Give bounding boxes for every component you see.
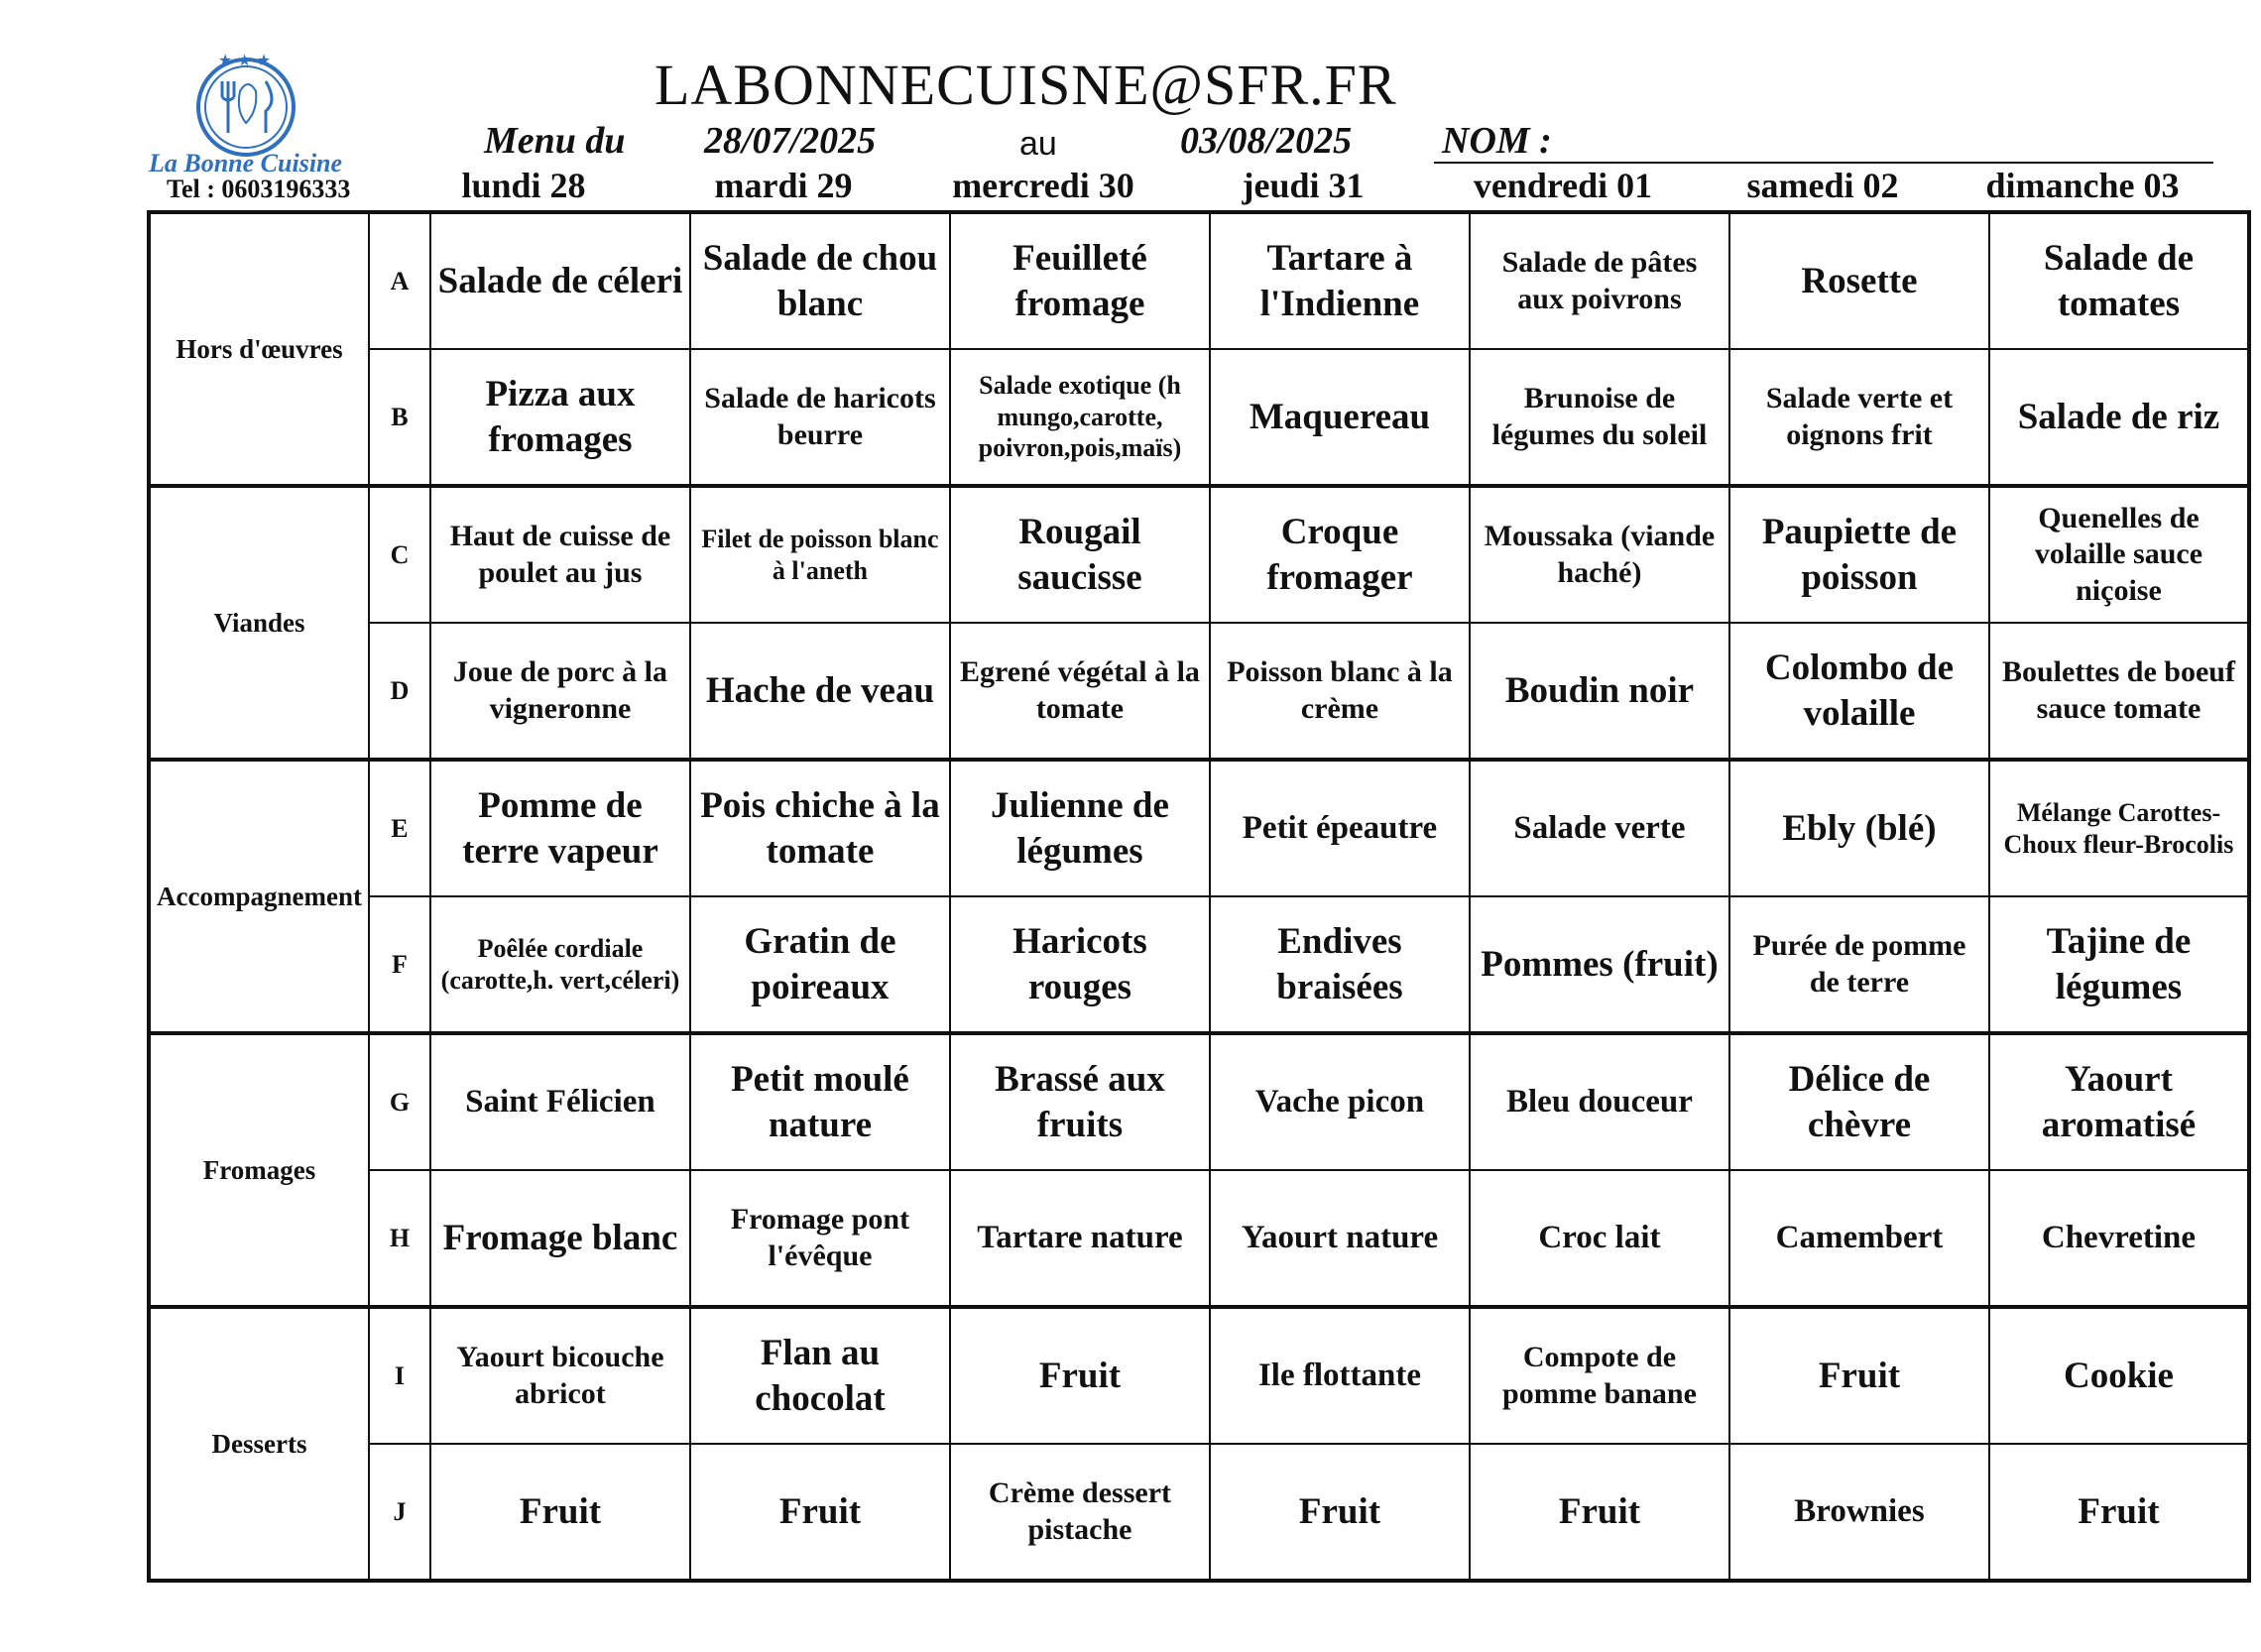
nom-underline	[1434, 162, 2213, 164]
dish-cell: Colombo de volaille	[1729, 623, 1989, 760]
dish-cell: Pois chiche à la tomate	[690, 760, 950, 896]
row-letter: J	[369, 1444, 430, 1581]
dish-cell: Ebly (blé)	[1729, 760, 1989, 896]
table-row	[149, 349, 2249, 486]
dish-cell: Croque fromager	[1210, 486, 1470, 623]
dish-cell: Fruit	[430, 1444, 690, 1581]
category-viandes: Viandes	[149, 486, 369, 760]
dish-cell: Cookie	[1989, 1307, 2249, 1444]
dish-cell: Croc lait	[1470, 1170, 1729, 1307]
dish-cell: Tartare nature	[950, 1170, 1210, 1307]
category-fromages: Fromages	[149, 1033, 369, 1307]
dish-cell: Salade de haricots beurre	[690, 349, 950, 486]
dish-cell: Salade exotique (h mungo,carotte, poivron,pois,maïs)	[950, 349, 1210, 486]
dish-cell: Moussaka (viande haché)	[1470, 486, 1729, 623]
dish-cell: Salade de pâtes aux poivrons	[1470, 212, 1729, 349]
au-label: au	[1019, 125, 1057, 163]
day-header: lundi 28	[461, 166, 586, 205]
date-from: 28/07/2025	[704, 120, 877, 162]
dish-cell: Fruit	[1470, 1444, 1729, 1581]
dish-cell: Tajine de légumes	[1989, 896, 2249, 1033]
dish-cell: Rougail saucisse	[950, 486, 1210, 623]
dish-cell: Julienne de légumes	[950, 760, 1210, 896]
dish-cell: Fruit	[950, 1307, 1210, 1444]
table-row	[149, 896, 2249, 1033]
dish-cell: Joue de porc à la vigneronne	[430, 623, 690, 760]
dish-cell: Mélange Carottes-Choux fleur-Brocolis	[1989, 760, 2249, 896]
day-header: vendredi 01	[1473, 166, 1653, 205]
dish-cell: Petit épeautre	[1210, 760, 1470, 896]
dish-cell: Poêlée cordiale (carotte,h. vert,céleri)	[430, 896, 690, 1033]
dish-cell: Fruit	[690, 1444, 950, 1581]
row-letter: B	[369, 349, 430, 486]
dish-cell: Yaourt bicouche abricot	[430, 1307, 690, 1444]
dish-cell: Pizza aux fromages	[430, 349, 690, 486]
dish-cell: Brunoise de légumes du soleil	[1470, 349, 1729, 486]
dish-cell: Pommes (fruit)	[1470, 896, 1729, 1033]
dish-cell: Délice de chèvre	[1729, 1033, 1989, 1170]
dish-cell: Haut de cuisse de poulet au jus	[430, 486, 690, 623]
telephone: Tel : 0603196333	[167, 175, 351, 203]
dish-cell: Saint Félicien	[430, 1033, 690, 1170]
dish-cell: Salade verte	[1470, 760, 1729, 896]
table-row	[149, 1170, 2249, 1307]
dish-cell: Pomme de terre vapeur	[430, 760, 690, 896]
table-row	[149, 1444, 2249, 1581]
table-row	[149, 1033, 2249, 1170]
table-row	[149, 760, 2249, 896]
dish-cell: Salade de tomates	[1989, 212, 2249, 349]
dish-cell: Rosette	[1729, 212, 1989, 349]
dish-cell: Maquereau	[1210, 349, 1470, 486]
svg-text:★ ★ ★: ★ ★ ★	[218, 52, 272, 69]
day-header: samedi 02	[1746, 166, 1899, 205]
row-letter: G	[369, 1033, 430, 1170]
dish-cell: Tartare à l'Indienne	[1210, 212, 1470, 349]
dish-cell: Yaourt aromatisé	[1989, 1033, 2249, 1170]
table-row	[149, 212, 2249, 349]
dish-cell: Egrené végétal à la tomate	[950, 623, 1210, 760]
dish-cell: Flan au chocolat	[690, 1307, 950, 1444]
dish-cell: Fromage blanc	[430, 1170, 690, 1307]
dish-cell: Fruit	[1989, 1444, 2249, 1581]
dish-cell: Petit moulé nature	[690, 1033, 950, 1170]
nom-label: NOM :	[1442, 120, 1552, 162]
category-desserts: Desserts	[149, 1307, 369, 1581]
dish-cell: Fruit	[1210, 1444, 1470, 1581]
date-to: 03/08/2025	[1180, 120, 1353, 162]
dish-cell: Salade verte et oignons frit	[1729, 349, 1989, 486]
row-letter: F	[369, 896, 430, 1033]
dish-cell: Crème dessert pistache	[950, 1444, 1210, 1581]
dish-cell: Poisson blanc à la crème	[1210, 623, 1470, 760]
email-title: LABONNECUISNE@SFR.FR	[654, 53, 1397, 117]
dish-cell: Yaourt nature	[1210, 1170, 1470, 1307]
row-letter: H	[369, 1170, 430, 1307]
dish-cell: Vache picon	[1210, 1033, 1470, 1170]
dish-cell: Bleu douceur	[1470, 1033, 1729, 1170]
day-header: mercredi 30	[952, 166, 1134, 205]
day-header: dimanche 03	[1985, 166, 2180, 205]
dish-cell: Paupiette de poisson	[1729, 486, 1989, 623]
dish-cell: Haricots rouges	[950, 896, 1210, 1033]
dish-cell: Brownies	[1729, 1444, 1989, 1581]
dish-cell: Purée de pomme de terre	[1729, 896, 1989, 1033]
dish-cell: Salade de chou blanc	[690, 212, 950, 349]
dish-cell: Boudin noir	[1470, 623, 1729, 760]
table-row	[149, 1307, 2249, 1444]
dish-cell: Camembert	[1729, 1170, 1989, 1307]
menu-table	[147, 210, 2251, 1583]
dish-cell: Quenelles de volaille sauce niçoise	[1989, 486, 2249, 623]
row-letter: E	[369, 760, 430, 896]
dish-cell: Fruit	[1729, 1307, 1989, 1444]
dish-cell: Brassé aux fruits	[950, 1033, 1210, 1170]
category-accompagnement: Accompagnement	[149, 760, 369, 1033]
row-letter: A	[369, 212, 430, 349]
dish-cell: Salade de riz	[1989, 349, 2249, 486]
menu-label: Menu du	[484, 120, 626, 162]
dish-cell: Feuilleté fromage	[950, 212, 1210, 349]
dish-cell: Filet de poisson blanc à l'aneth	[690, 486, 950, 623]
dish-cell: Fromage pont l'évêque	[690, 1170, 950, 1307]
row-letter: C	[369, 486, 430, 623]
table-row	[149, 486, 2249, 623]
day-header: mardi 29	[714, 166, 853, 205]
row-letter: D	[369, 623, 430, 760]
dish-cell: Boulettes de boeuf sauce tomate	[1989, 623, 2249, 760]
dish-cell: Salade de céleri	[430, 212, 690, 349]
dish-cell: Gratin de poireaux	[690, 896, 950, 1033]
dish-cell: Ile flottante	[1210, 1307, 1470, 1444]
dish-cell: Hache de veau	[690, 623, 950, 760]
dish-cell: Endives braisées	[1210, 896, 1470, 1033]
row-letter: I	[369, 1307, 430, 1444]
logo-text: La Bonne Cuisine	[149, 149, 343, 177]
category-hors-doeuvres: Hors d'œuvres	[149, 212, 369, 486]
day-header: jeudi 31	[1242, 166, 1365, 205]
table-row	[149, 623, 2249, 760]
dish-cell: Chevretine	[1989, 1170, 2249, 1307]
dish-cell: Compote de pomme banane	[1470, 1307, 1729, 1444]
